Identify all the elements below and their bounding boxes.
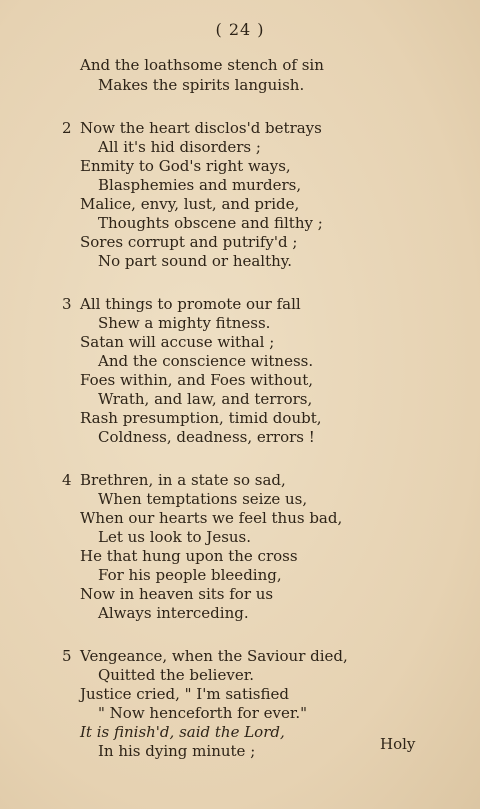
verse-line: No part sound or healthy. [98, 252, 293, 270]
stanza-number: 2 [62, 119, 72, 137]
verse-line: Enmity to God's right ways, [80, 157, 291, 175]
verse-line: Thoughts obscene and filthy ; [98, 214, 323, 232]
verse-line: Now the heart disclos'd betrays [80, 119, 322, 137]
verse-line: In his dying minute ; [98, 742, 256, 760]
verse-line: Let us look to Jesus. [98, 528, 252, 546]
verse-line: Sores corrupt and putrify'd ; [80, 233, 298, 251]
verse-line: Justice cried, " I'm satisfied [80, 685, 289, 703]
verse-line: Brethren, in a state so sad, [80, 471, 286, 489]
page-number: ( 24 ) [215, 20, 265, 39]
verse-line: When our hearts we feel thus bad, [80, 509, 343, 527]
stanza-number: 4 [62, 471, 72, 489]
verse-line: Foes within, and Foes without, [80, 371, 314, 389]
verse-line: Makes the spirits languish. [98, 76, 305, 94]
verse-line: Always interceding. [98, 604, 249, 622]
verse-line: For his people bleeding, [98, 566, 282, 584]
verse-line: He that hung upon the cross [80, 547, 298, 565]
verse-line: All things to promote our fall [80, 295, 301, 313]
verse-line: Shew a mighty fitness. [98, 314, 271, 332]
verse-line: Quitted the believer. [98, 666, 254, 684]
verse-line: All it's hid disorders ; [98, 138, 261, 156]
verse-line: And the loathsome stench of sin [80, 56, 324, 74]
verse-line: Satan will accuse withal ; [80, 333, 275, 351]
stanza-number: 5 [62, 647, 72, 665]
verse-line: Now in heaven sits for us [80, 585, 274, 603]
verse-line: " Now henceforth for ever." [98, 704, 308, 722]
verse-line: Coldness, deadness, errors ! [98, 428, 315, 446]
verse-line: Rash presumption, timid doubt, [80, 409, 322, 427]
verse-line: It is finish'd, said the Lord, [80, 723, 285, 741]
verse-line: When temptations seize us, [98, 490, 308, 508]
verse-line: Blasphemies and murders, [98, 176, 302, 194]
verse-line: Vengeance, when the Saviour died, [80, 647, 348, 665]
verse-line: And the conscience witness. [98, 352, 314, 370]
catchword: Holy [380, 735, 416, 753]
verse-line: Wrath, and law, and terrors, [98, 390, 313, 408]
verse-line: Malice, envy, lust, and pride, [80, 195, 300, 213]
stanza-number: 3 [62, 295, 72, 313]
